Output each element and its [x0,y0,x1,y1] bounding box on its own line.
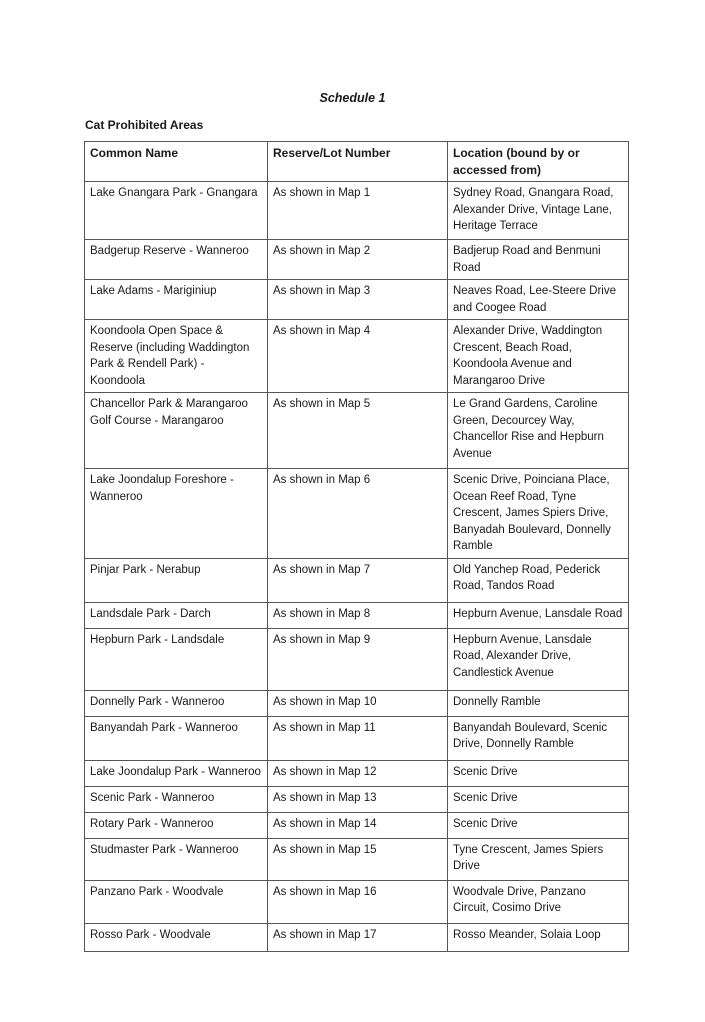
location-cell: Rosso Meander, Solaia Loop [448,923,629,951]
location-cell: Tyne Crescent, James Spiers Drive [448,838,629,880]
common-name-cell: Scenic Park - Wanneroo [85,786,268,812]
reserve-lot-cell: As shown in Map 17 [268,923,448,951]
common-name-cell: Lake Adams - Mariginiup [85,280,268,320]
common-name-cell: Lake Joondalup Foreshore - Wanneroo [85,469,268,559]
reserve-lot-cell: As shown in Map 1 [268,182,448,240]
location-cell: Old Yanchep Road, Pederick Road, Tandos Road [448,558,629,602]
reserve-lot-cell: As shown in Map 8 [268,602,448,628]
common-name-cell: Panzano Park - Woodvale [85,880,268,923]
location-cell: Le Grand Gardens, Caroline Green, Decourcey Way, Chancellor Rise and Hepburn Avenue [448,393,629,469]
reserve-lot-cell: As shown in Map 9 [268,628,448,690]
table-row [85,558,629,602]
table-row [85,716,629,760]
reserve-lot-cell: As shown in Map 15 [268,838,448,880]
common-name-cell: Lake Joondalup Park - Wanneroo [85,760,268,786]
common-name-cell: Studmaster Park - Wanneroo [85,838,268,880]
location-cell: Hepburn Avenue, Lansdale Road [448,602,629,628]
reserve-lot-cell: As shown in Map 12 [268,760,448,786]
table-row [85,469,629,559]
reserve-lot-cell: As shown in Map 3 [268,280,448,320]
reserve-lot-cell: As shown in Map 13 [268,786,448,812]
location-cell: Scenic Drive [448,786,629,812]
location-cell: Banyandah Boulevard, Scenic Drive, Donnelly Ramble [448,716,629,760]
location-cell: Donnelly Ramble [448,690,629,716]
table-header-row [85,142,629,182]
table-row [85,838,629,880]
reserve-lot-cell: As shown in Map 2 [268,240,448,280]
reserve-lot-cell: As shown in Map 10 [268,690,448,716]
reserve-lot-cell: As shown in Map 16 [268,880,448,923]
table-body [85,182,629,952]
table-row [85,880,629,923]
table-row [85,628,629,690]
cat-prohibited-areas-table [84,141,629,952]
reserve-lot-cell: As shown in Map 4 [268,320,448,393]
table-row [85,240,629,280]
common-name-cell: Koondoola Open Space & Reserve (including Waddington Park & Rendell Park) - Koondoola [85,320,268,393]
common-name-cell: Pinjar Park - Nerabup [85,558,268,602]
table-row [85,602,629,628]
common-name-cell: Rotary Park - Wanneroo [85,812,268,838]
table-row [85,393,629,469]
common-name-cell: Chancellor Park & Marangaroo Golf Course - Marangaroo [85,393,268,469]
reserve-lot-cell: As shown in Map 7 [268,558,448,602]
common-name-cell: Rosso Park - Woodvale [85,923,268,951]
common-name-cell: Donnelly Park - Wanneroo [85,690,268,716]
location-cell: Scenic Drive [448,812,629,838]
table-row [85,760,629,786]
location-cell: Woodvale Drive, Panzano Circuit, Cosimo Drive [448,880,629,923]
table-row [85,182,629,240]
common-name-cell: Hepburn Park - Landsdale [85,628,268,690]
column-header-common-name: Common Name [85,142,268,182]
reserve-lot-cell: As shown in Map 5 [268,393,448,469]
reserve-lot-cell: As shown in Map 14 [268,812,448,838]
column-header-reserve-lot-number: Reserve/Lot Number [268,142,448,182]
common-name-cell: Banyandah Park - Wanneroo [85,716,268,760]
common-name-cell: Landsdale Park - Darch [85,602,268,628]
table-row [85,786,629,812]
reserve-lot-cell: As shown in Map 6 [268,469,448,559]
table-row [85,690,629,716]
schedule-title: Schedule 1 [319,91,386,105]
location-cell: Scenic Drive [448,760,629,786]
column-header-location: Location (bound by or accessed from) [448,142,629,182]
location-cell: Hepburn Avenue, Lansdale Road, Alexander Drive, Candlestick Avenue [448,628,629,690]
table-row [85,320,629,393]
table-row [85,812,629,838]
common-name-cell: Lake Gnangara Park - Gnangara [85,182,268,240]
table-row [85,923,629,951]
common-name-cell: Badgerup Reserve - Wanneroo [85,240,268,280]
location-cell: Neaves Road, Lee-Steere Drive and Coogee Road [448,280,629,320]
table-row [85,280,629,320]
section-heading: Cat Prohibited Areas [85,118,204,132]
location-cell: Alexander Drive, Waddington Crescent, Beach Road, Koondoola Avenue and Marangaroo Drive [448,320,629,393]
location-cell: Scenic Drive, Poinciana Place, Ocean Reef Road, Tyne Crescent, James Spiers Drive, Banyadah Boulevard, Donnelly Ramble [448,469,629,559]
reserve-lot-cell: As shown in Map 11 [268,716,448,760]
location-cell: Badjerup Road and Benmuni Road [448,240,629,280]
location-cell: Sydney Road, Gnangara Road, Alexander Drive, Vintage Lane, Heritage Terrace [448,182,629,240]
